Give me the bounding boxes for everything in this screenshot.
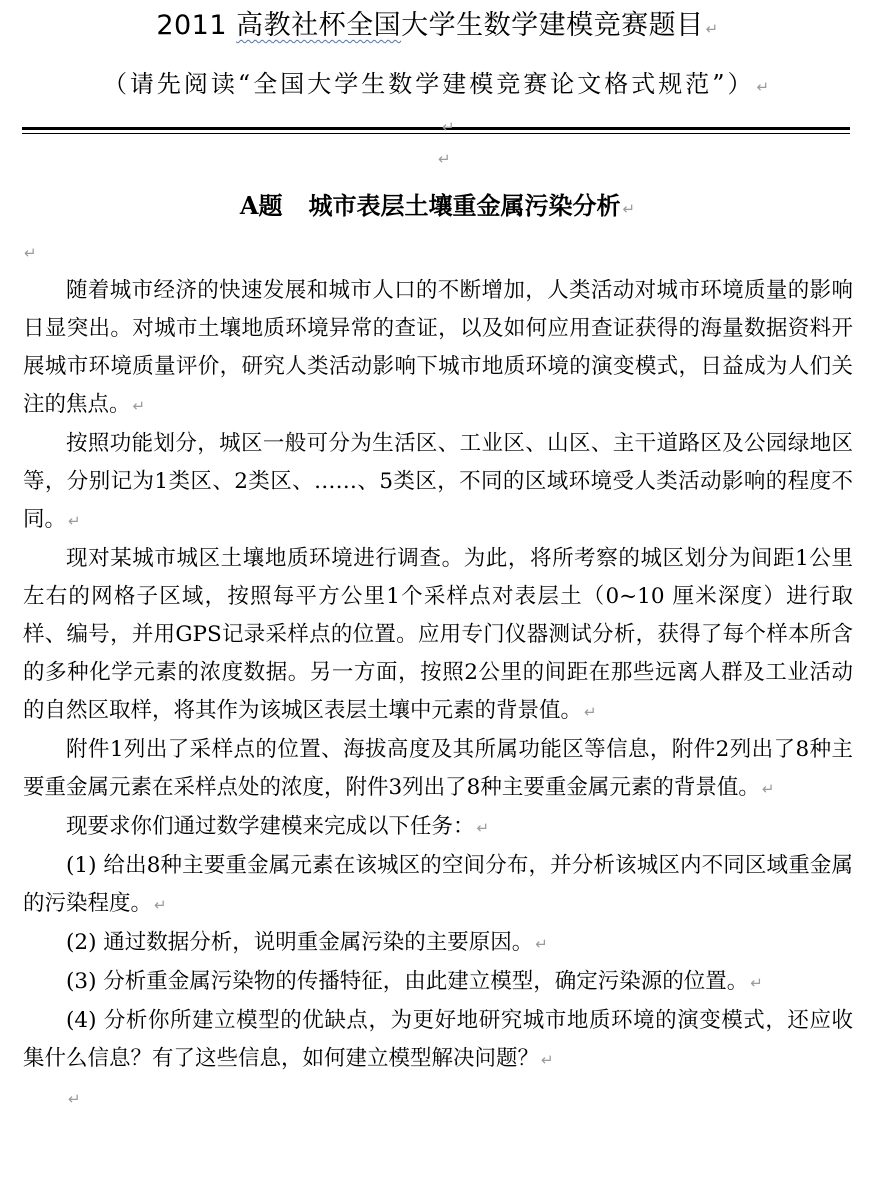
paragraph-mark-icon: ↵ bbox=[132, 397, 146, 415]
task-3: (3) 分析重金属污染物的传播特征，由此建立模型，确定污染源的位置。 ↵ bbox=[66, 969, 763, 994]
paragraph-mark-icon: ↵ bbox=[535, 935, 548, 953]
title-prefix: 2011 bbox=[156, 10, 237, 41]
document-title bbox=[0, 6, 875, 49]
paragraph-mark-icon: ↵ bbox=[476, 819, 490, 837]
body-paragraph-3: 现对某城市城区土壤地质环境进行调查。为此，将所考察的城区划分为间距1公里左右的网格子区域，按照每平方公里1个采样点对表层土（0~10 厘米深度）进行取样、编号，并用GPS记录采样点的位置。应用专门仪器测试分析，获得了每个样本所含的多种化学元素的浓度数据。另一方面，按照2公里的间距在那些远离人群及工业活动的自然区取样，将其作为该城区表层土壤中元素的背景值。 ↵ bbox=[23, 546, 853, 723]
problem-name: 城市表层土壤重金属污染分析 bbox=[308, 191, 621, 220]
empty-paragraph bbox=[23, 1079, 853, 1118]
problem-heading bbox=[0, 186, 875, 229]
task-4: (4) 分析你所建立模型的优缺点，为更好地研究城市地质环境的演变模式，还应收集什么信息？有了这些信息，如何建立模型解决问题？ ↵ bbox=[23, 1008, 853, 1071]
paragraph-mark-icon: ↵ bbox=[584, 703, 597, 721]
body-paragraph-1: 随着城市经济的快速发展和城市人口的不断增加，人类活动对城市环境质量的影响日显突出。对城市土壤地质环境异常的查证，以及如何应用查证获得的海量数据资料开展城市环境质量评价，研究人类活动影响下城市地质环境的演变模式，日益成为人们关注的焦点。 ↵ bbox=[23, 278, 853, 417]
paragraph-mark-icon: ↵ bbox=[761, 780, 775, 798]
paragraph-mark-icon: ↵ bbox=[705, 20, 719, 38]
paragraph-mark-icon: ↵ bbox=[68, 512, 81, 530]
body-paragraph-4: 附件1列出了采样点的位置、海拔高度及其所属功能区等信息，附件2列出了8种主要重金属元素在采样点处的浓度，附件3列出了8种主要重金属元素的背景值。 ↵ bbox=[23, 737, 853, 800]
paragraph-mark-icon: ↵ bbox=[24, 244, 37, 262]
body-paragraph-5: 现要求你们通过数学建模来完成以下任务： ↵ bbox=[66, 814, 490, 839]
title-rest: 大学生数学建模竞赛题目 bbox=[401, 10, 704, 41]
paragraph-mark-icon: ↵ bbox=[438, 150, 451, 168]
paragraph-mark-icon: ↵ bbox=[442, 118, 455, 136]
paragraph-mark-icon: ↵ bbox=[68, 1090, 81, 1108]
problem-body bbox=[23, 272, 853, 1118]
task-1: (1) 给出8种主要重金属元素在该城区的空间分布，并分析该城区内不同区域重金属的污染程度。 ↵ bbox=[23, 853, 853, 916]
paragraph-mark-icon: ↵ bbox=[154, 896, 167, 914]
header-rule-thick bbox=[22, 127, 850, 130]
document-subtitle bbox=[0, 66, 875, 105]
paragraph-mark-icon: ↵ bbox=[622, 200, 636, 218]
paragraph-mark-icon: ↵ bbox=[750, 974, 763, 992]
title-underlined-text: 高教社杯全国 bbox=[236, 10, 402, 41]
body-paragraph-2: 按照功能划分，城区一般可分为生活区、工业区、山区、主干道路区及公园绿地区等，分别记为1类区、2类区、……、5类区，不同的区域环境受人类活动影响的程度不同。 ↵ bbox=[23, 431, 853, 532]
subtitle-text: （请先阅读“全国大学生数学建模竞赛论文格式规范”） bbox=[102, 70, 755, 98]
paragraph-mark-icon: ↵ bbox=[756, 78, 773, 96]
task-2: (2) 通过数据分析，说明重金属污染的主要原因。 ↵ bbox=[66, 930, 548, 955]
header-rule-thin bbox=[22, 133, 850, 134]
problem-label: A题 bbox=[239, 191, 283, 220]
paragraph-mark-icon: ↵ bbox=[541, 1051, 554, 1069]
